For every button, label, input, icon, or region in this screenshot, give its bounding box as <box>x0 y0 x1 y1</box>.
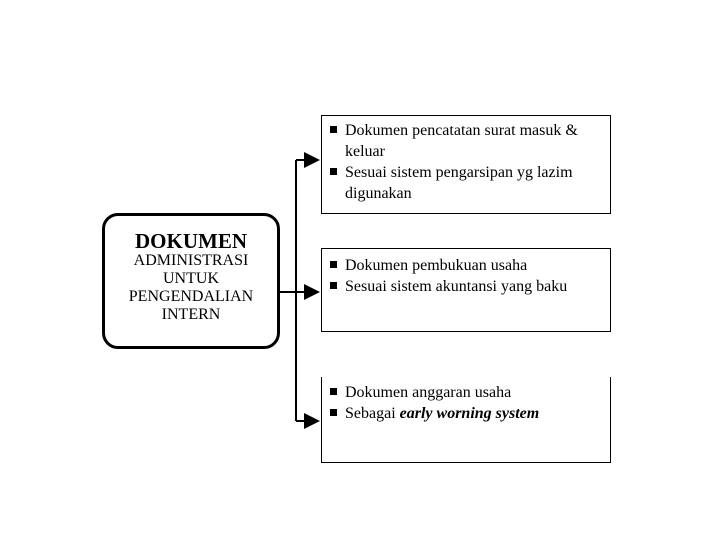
bullet-square-icon <box>330 282 337 289</box>
main-box-line-1: ADMINISTRASI <box>133 252 249 269</box>
bullet-square-icon <box>330 388 337 395</box>
bullet-square-icon <box>330 261 337 268</box>
box-3-item-1 <box>328 382 606 403</box>
box-3 <box>321 377 611 463</box>
bullet-square-icon <box>330 126 337 133</box>
main-box-line-3: PENGENDALIAN <box>128 288 254 305</box>
box-3-item-1-text: Dokumen anggaran usaha <box>345 384 512 401</box>
box-3-item-2-emphasis: early worning system <box>399 405 540 422</box>
main-box-line-4: INTERN <box>161 306 221 323</box>
box-3-item-2 <box>328 403 606 424</box>
box-2 <box>321 248 611 332</box>
box-2-item-1 <box>328 255 606 276</box>
box-1-item-1 <box>328 120 606 162</box>
box-1 <box>321 115 611 214</box>
box-1-item-2 <box>328 162 606 204</box>
box-2-item-2 <box>328 276 606 297</box>
box-1-item-2-text: Sesuai sistem pengarsipan yg lazim digunakan <box>345 164 573 202</box>
bullet-square-icon <box>330 409 337 416</box>
main-box-line-2: UNTUK <box>163 270 219 287</box>
box-1-item-1-text: Dokumen pencatatan surat masuk & keluar <box>345 122 578 160</box>
main-box-title: DOKUMEN <box>135 229 247 253</box>
bullet-square-icon <box>330 168 337 175</box>
box-3-item-2-text: Sebagai <box>345 405 400 422</box>
box-2-item-2-text: Sesuai sistem akuntansi yang baku <box>345 278 568 295</box>
main-document-box <box>102 213 280 349</box>
box-2-item-1-text: Dokumen pembukuan usaha <box>345 257 528 274</box>
